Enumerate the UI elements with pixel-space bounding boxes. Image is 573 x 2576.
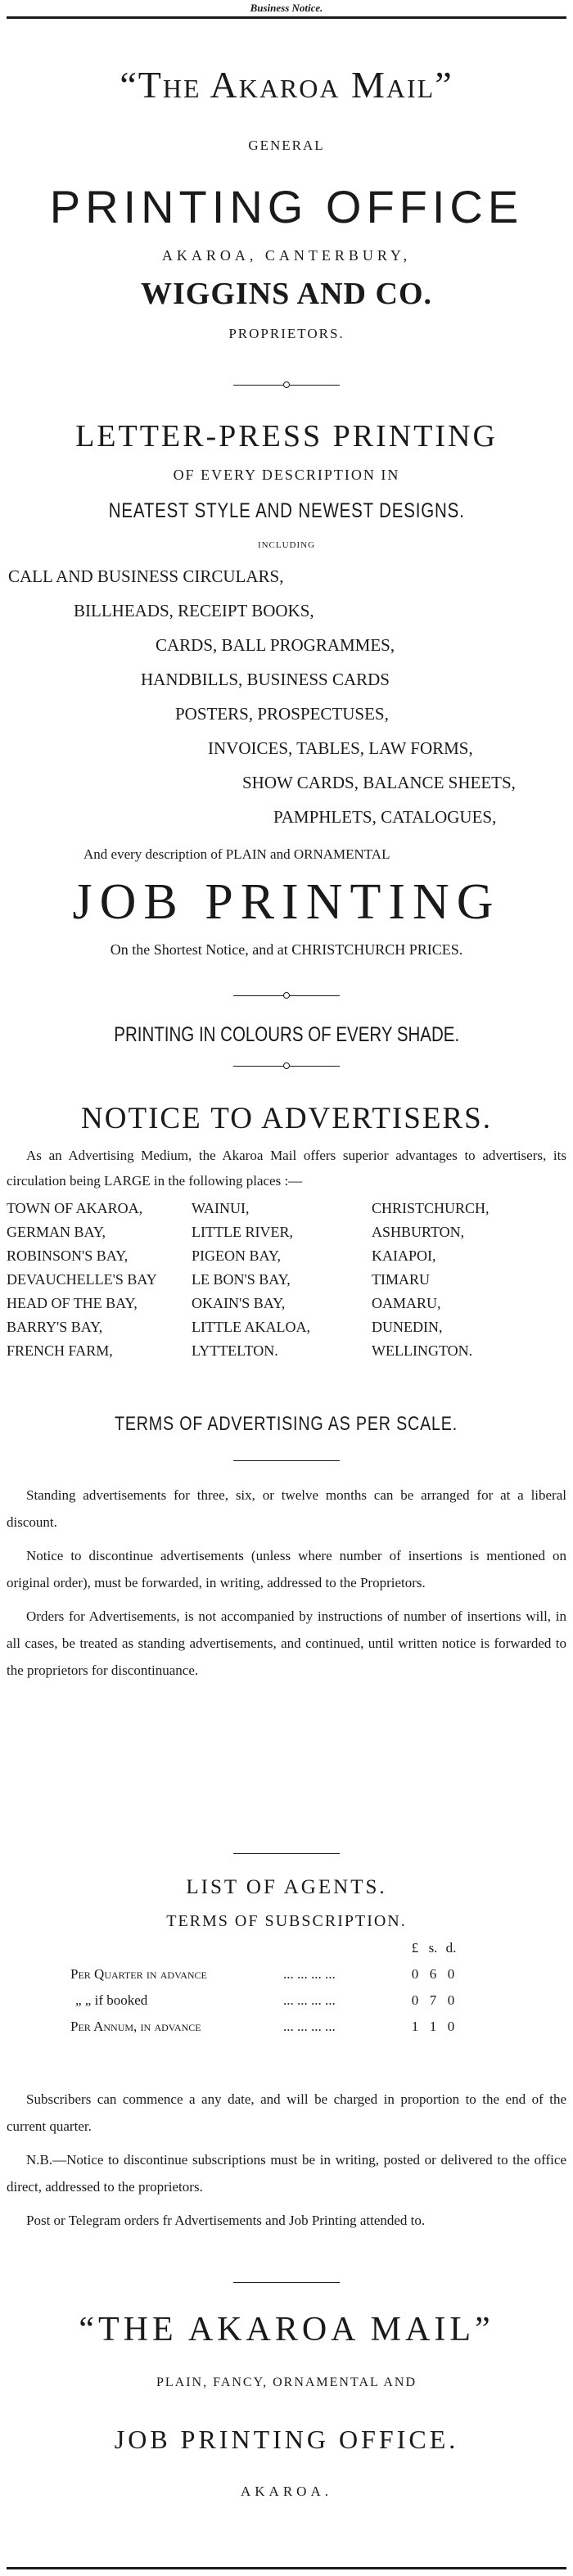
every-description-section [7, 846, 566, 863]
plain-fancy-section [7, 2375, 566, 2390]
location-label: AKAROA, CANTERBURY, [161, 247, 412, 264]
footer-masthead: “THE AKAROA MAIL” [79, 2311, 494, 2348]
subscription-terms-text [7, 2086, 566, 2234]
printing-item: SHOW CARDS, BALANCE SHEETS, [242, 773, 516, 792]
rule-3 [7, 1066, 566, 1067]
places-table [7, 1197, 490, 1363]
place-cell: FRENCH FARM, [7, 1342, 113, 1359]
advertisers-title-section [7, 1100, 566, 1138]
printing-office-section [7, 180, 566, 234]
shortest-notice-line: On the Shortest Notice, and at CHRISTCHURCH PRICES. [110, 941, 463, 958]
colours-section [7, 1023, 566, 1047]
places-row [7, 1315, 490, 1339]
subscription-pounds: 0 [411, 1966, 419, 1982]
job-printing-section [7, 871, 566, 933]
subscription-label: Per Quarter in advance [70, 1966, 207, 1982]
subscription-section [70, 1935, 566, 2040]
places-row [7, 1339, 490, 1363]
place-cell: ROBINSON'S BAY, [7, 1247, 129, 1264]
place-cell: BARRY'S BAY, [7, 1319, 103, 1335]
neatest-section [7, 499, 566, 523]
printing-item: CALL AND BUSINESS CIRCULARS, [8, 566, 284, 586]
shillings-header: s. [428, 1940, 438, 1956]
advertisers-intro: As an Advertising Medium, the Akaroa Mail offers superior advantages to advertisers, its circulation being LARGE in the following places :— [7, 1148, 566, 1189]
rule-ornament [283, 381, 290, 388]
pounds-header: £ [411, 1940, 419, 1956]
place-cell: TOWN OF AKAROA, [7, 1200, 143, 1216]
place-cell: TIMARU [372, 1271, 430, 1288]
location-section [7, 247, 566, 264]
masthead-title: “The Akaroa Mail” [120, 64, 453, 106]
printing-colours-heading: PRINTING IN COLOURS OF EVERY SHADE. [114, 1023, 459, 1046]
general-label-section [7, 138, 566, 154]
printing-item: POSTERS, PROSPECTUSES, [175, 704, 389, 724]
rule-6 [7, 2282, 566, 2283]
printing-item: CARDS, BALL PROGRAMMES, [156, 635, 395, 655]
place-cell: LE BON'S BAY, [192, 1271, 291, 1288]
subscription-pence: 0 [447, 1992, 455, 2008]
place-cell: HEAD OF THE BAY, [7, 1295, 138, 1311]
neatest-style-heading: NEATEST STYLE AND NEWEST DESIGNS. [108, 499, 465, 522]
subscription-shillings: 1 [429, 2019, 437, 2034]
bottom-bar-section [7, 2567, 566, 2569]
place-cell: WELLINGTON. [372, 1342, 473, 1359]
subscription-paragraph: N.B.—Notice to discontinue subscriptions must be in writing, posted or delivered to the office direct, addressed to the proprietors. [7, 2152, 566, 2195]
subscription-shillings: 6 [429, 1966, 437, 1982]
terms-heading-section [7, 1413, 566, 1436]
subscription-pounds: 1 [411, 2019, 419, 2034]
place-cell: WAINUI, [192, 1200, 250, 1216]
rule-ornament [283, 1062, 290, 1069]
place-cell: GERMAN BAY, [7, 1224, 106, 1240]
advertisers-intro-section [7, 1143, 566, 1193]
terms-of-subscription-title: TERMS OF SUBSCRIPTION. [166, 1912, 407, 1930]
place-cell: OAMARU, [372, 1295, 441, 1311]
job-printing-office-title: JOB PRINTING OFFICE. [114, 2425, 459, 2454]
subscription-pounds: 0 [411, 1992, 419, 2008]
rule-1 [7, 385, 566, 386]
place-cell: KAIAPOI, [372, 1247, 436, 1264]
of-every-description: OF EVERY DESCRIPTION IN [173, 467, 400, 483]
subscription-paragraph: Post or Telegram orders fr Advertisements and Job Printing attended to. [26, 2213, 426, 2228]
letterpress-title-section [7, 417, 566, 455]
letterpress-title: LETTER-PRESS PRINTING [75, 419, 498, 453]
place-cell: ASHBURTON, [372, 1224, 465, 1240]
job-office-section [7, 2423, 566, 2456]
shortest-notice-section [7, 941, 566, 959]
general-label: GENERAL [248, 138, 325, 153]
firm-section [7, 275, 566, 313]
advertising-paragraph: Orders for Advertisements, is not accompanied by instructions of number of insertions will, in all cases, be treated as standing advertisements, and continued, until written notice is forwarded to the proprietors for discontinuance. [7, 1608, 566, 1678]
subscription-table [70, 1935, 460, 2040]
place-cell: LITTLE RIVER, [192, 1224, 293, 1240]
every-description-line: And every description of PLAIN and ORNAMENTAL [83, 846, 390, 862]
rule-4 [7, 1460, 566, 1461]
notice-to-advertisers-title: NOTICE TO ADVERTISERS. [81, 1102, 492, 1135]
top-label: Business Notice. [250, 2, 323, 14]
place-cell: CHRISTCHURCH, [372, 1200, 490, 1216]
advertising-terms-text [7, 1482, 566, 1684]
places-row [7, 1244, 490, 1268]
places-section [7, 1197, 566, 1363]
bottom-bar [7, 2567, 566, 2569]
subscription-header-row [70, 1935, 460, 1961]
footer-masthead-section [7, 2308, 566, 2351]
rule-2 [7, 995, 566, 996]
printing-office-title: PRINTING OFFICE [49, 181, 524, 232]
subscription-paragraph: Subscribers can commence a any date, and will be charged in proportion to the end of the current quarter. [7, 2091, 566, 2134]
printing-items-list [7, 559, 566, 834]
subscription-title-section [7, 1912, 566, 1931]
printing-item: BILLHEADS, RECEIPT BOOKS, [74, 601, 314, 620]
footer-location: AKAROA. [241, 2484, 332, 2499]
subscription-row [70, 1961, 460, 1987]
printing-item: HANDBILLS, BUSINESS CARDS [141, 670, 390, 689]
place-cell: LITTLE AKALOA, [192, 1319, 310, 1335]
pence-header: d. [445, 1940, 457, 1956]
plain-fancy-line: PLAIN, FANCY, ORNAMENTAL AND [156, 2375, 417, 2389]
top-bar [7, 16, 566, 19]
places-row [7, 1292, 490, 1315]
place-cell: DEVAUCHELLE'S BAY [7, 1271, 157, 1288]
places-row [7, 1197, 490, 1220]
of-every-section [7, 467, 566, 484]
top-label-section [7, 0, 566, 19]
place-cell: DUNEDIN, [372, 1319, 443, 1335]
footer-location-section [7, 2484, 566, 2500]
subscription-dots: ... ... ... ... [283, 1966, 336, 1982]
agents-title-section [7, 1876, 566, 1899]
rule-5 [7, 1853, 566, 1854]
subscription-pence: 0 [447, 1966, 455, 1982]
subscription-dots: ... ... ... ... [283, 2019, 336, 2034]
proprietors-section [7, 326, 566, 342]
subscription-row [70, 1987, 460, 2014]
subscription-dots: ... ... ... ... [283, 1992, 336, 2008]
printing-item: PAMPHLETS, CATALOGUES, [273, 807, 497, 827]
including-label: INCLUDING [257, 540, 316, 550]
including-section [7, 540, 566, 550]
subscription-pence: 0 [447, 2019, 455, 2034]
place-cell: OKAIN'S BAY, [192, 1295, 286, 1311]
place-cell: LYTTELTON. [192, 1342, 278, 1359]
subscription-shillings: 7 [429, 1992, 437, 2008]
printing-item: INVOICES, TABLES, LAW FORMS, [208, 738, 473, 758]
subscription-label: Per Annum, in advance [70, 2019, 201, 2034]
firm-name: WIGGINS AND CO. [141, 277, 432, 311]
list-of-agents-title: LIST OF AGENTS. [186, 1876, 387, 1898]
subscription-row [70, 2014, 460, 2040]
subscription-label: „ „ if booked [75, 1992, 148, 2008]
masthead-section [7, 62, 566, 108]
place-cell: PIGEON BAY, [192, 1247, 282, 1264]
job-printing-title: JOB PRINTING [72, 874, 501, 930]
proprietors-label: PROPRIETORS. [228, 326, 345, 341]
rule-ornament [283, 992, 290, 999]
places-row [7, 1220, 490, 1244]
advertising-paragraph: Standing advertisements for three, six, or twelve months can be arranged for at a liberal discount. [7, 1487, 566, 1530]
terms-of-advertising-heading: TERMS OF ADVERTISING AS PER SCALE. [115, 1413, 458, 1435]
places-row [7, 1268, 490, 1292]
advertising-paragraph: Notice to discontinue advertisements (unless where number of insertions is mentioned on original order), must be forwarded, in writing, addressed to the Proprietors. [7, 1548, 566, 1590]
